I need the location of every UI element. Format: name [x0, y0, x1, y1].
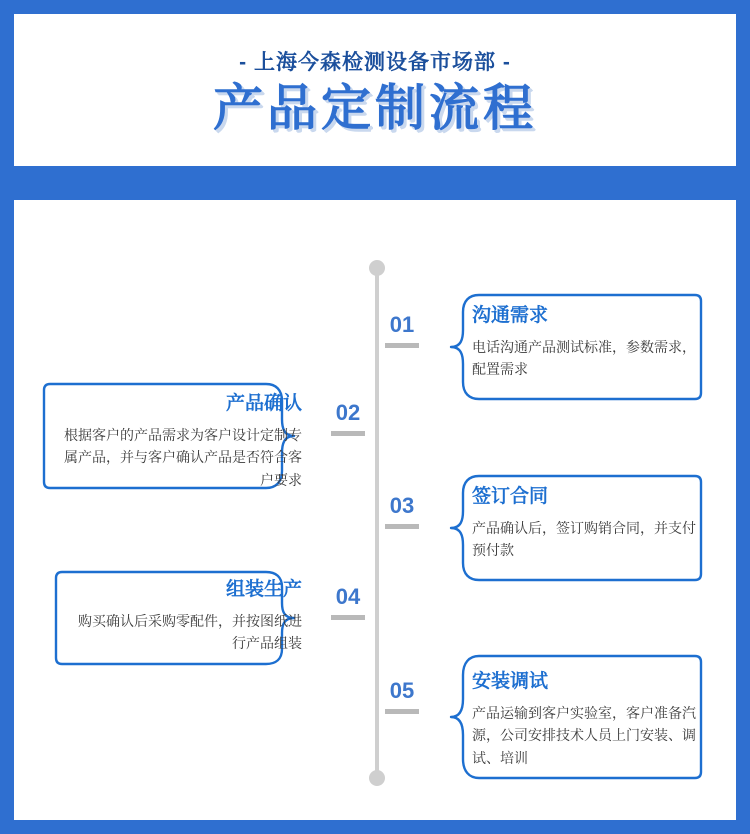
step-number-04-underline: [331, 615, 365, 620]
step-number-05-value: 05: [389, 678, 415, 703]
step-title-01: 沟通需求: [472, 305, 549, 326]
page-title: 产品定制流程: [213, 79, 537, 136]
step-number-02: [320, 400, 376, 436]
step-block-02: [56, 392, 302, 492]
step-number-02-value: 02: [335, 400, 361, 425]
step-block-03: [472, 485, 704, 562]
step-number-02-underline: [331, 431, 365, 436]
step-desc-05: 产品运输到客户实验室，客户准备汽源，公司安排技术人员上门安装、调试、培训: [472, 704, 696, 767]
header-subtitle: - 上海今森检测设备市场部 -: [239, 50, 511, 74]
timeline-dot-bottom: [369, 770, 385, 786]
step-number-03-underline: [385, 524, 419, 529]
step-number-05-underline: [385, 709, 419, 714]
step-title-03: 签订合同: [472, 486, 549, 507]
step-desc-01: 电话沟通产品测试标准，参数需求，配置需求: [472, 338, 696, 378]
step-number-03-value: 03: [389, 493, 415, 518]
step-number-04: [320, 584, 376, 620]
step-desc-04: 购买确认后采购零配件，并按图纸进行产品组装: [78, 612, 302, 652]
header-panel: [14, 14, 736, 166]
step-block-01: [472, 304, 704, 381]
step-number-01-underline: [385, 343, 419, 348]
step-number-04-value: 04: [335, 584, 361, 609]
step-block-05: [472, 670, 704, 770]
step-number-01: [374, 312, 430, 348]
timeline-dot-top: [369, 260, 385, 276]
step-title-02: 产品确认: [225, 393, 302, 414]
flow-panel: [14, 200, 736, 820]
step-number-01-value: 01: [389, 312, 415, 337]
step-desc-02: 根据客户的产品需求为客户设计定制专属产品，并与客户确认产品是否符合客户要求: [64, 426, 302, 489]
step-number-05: [374, 678, 430, 714]
step-number-03: [374, 493, 430, 529]
step-title-05: 安装调试: [472, 671, 549, 692]
step-desc-03: 产品确认后，签订购销合同，并支付预付款: [472, 519, 696, 559]
step-block-04: [66, 578, 302, 655]
step-title-04: 组装生产: [225, 579, 302, 600]
